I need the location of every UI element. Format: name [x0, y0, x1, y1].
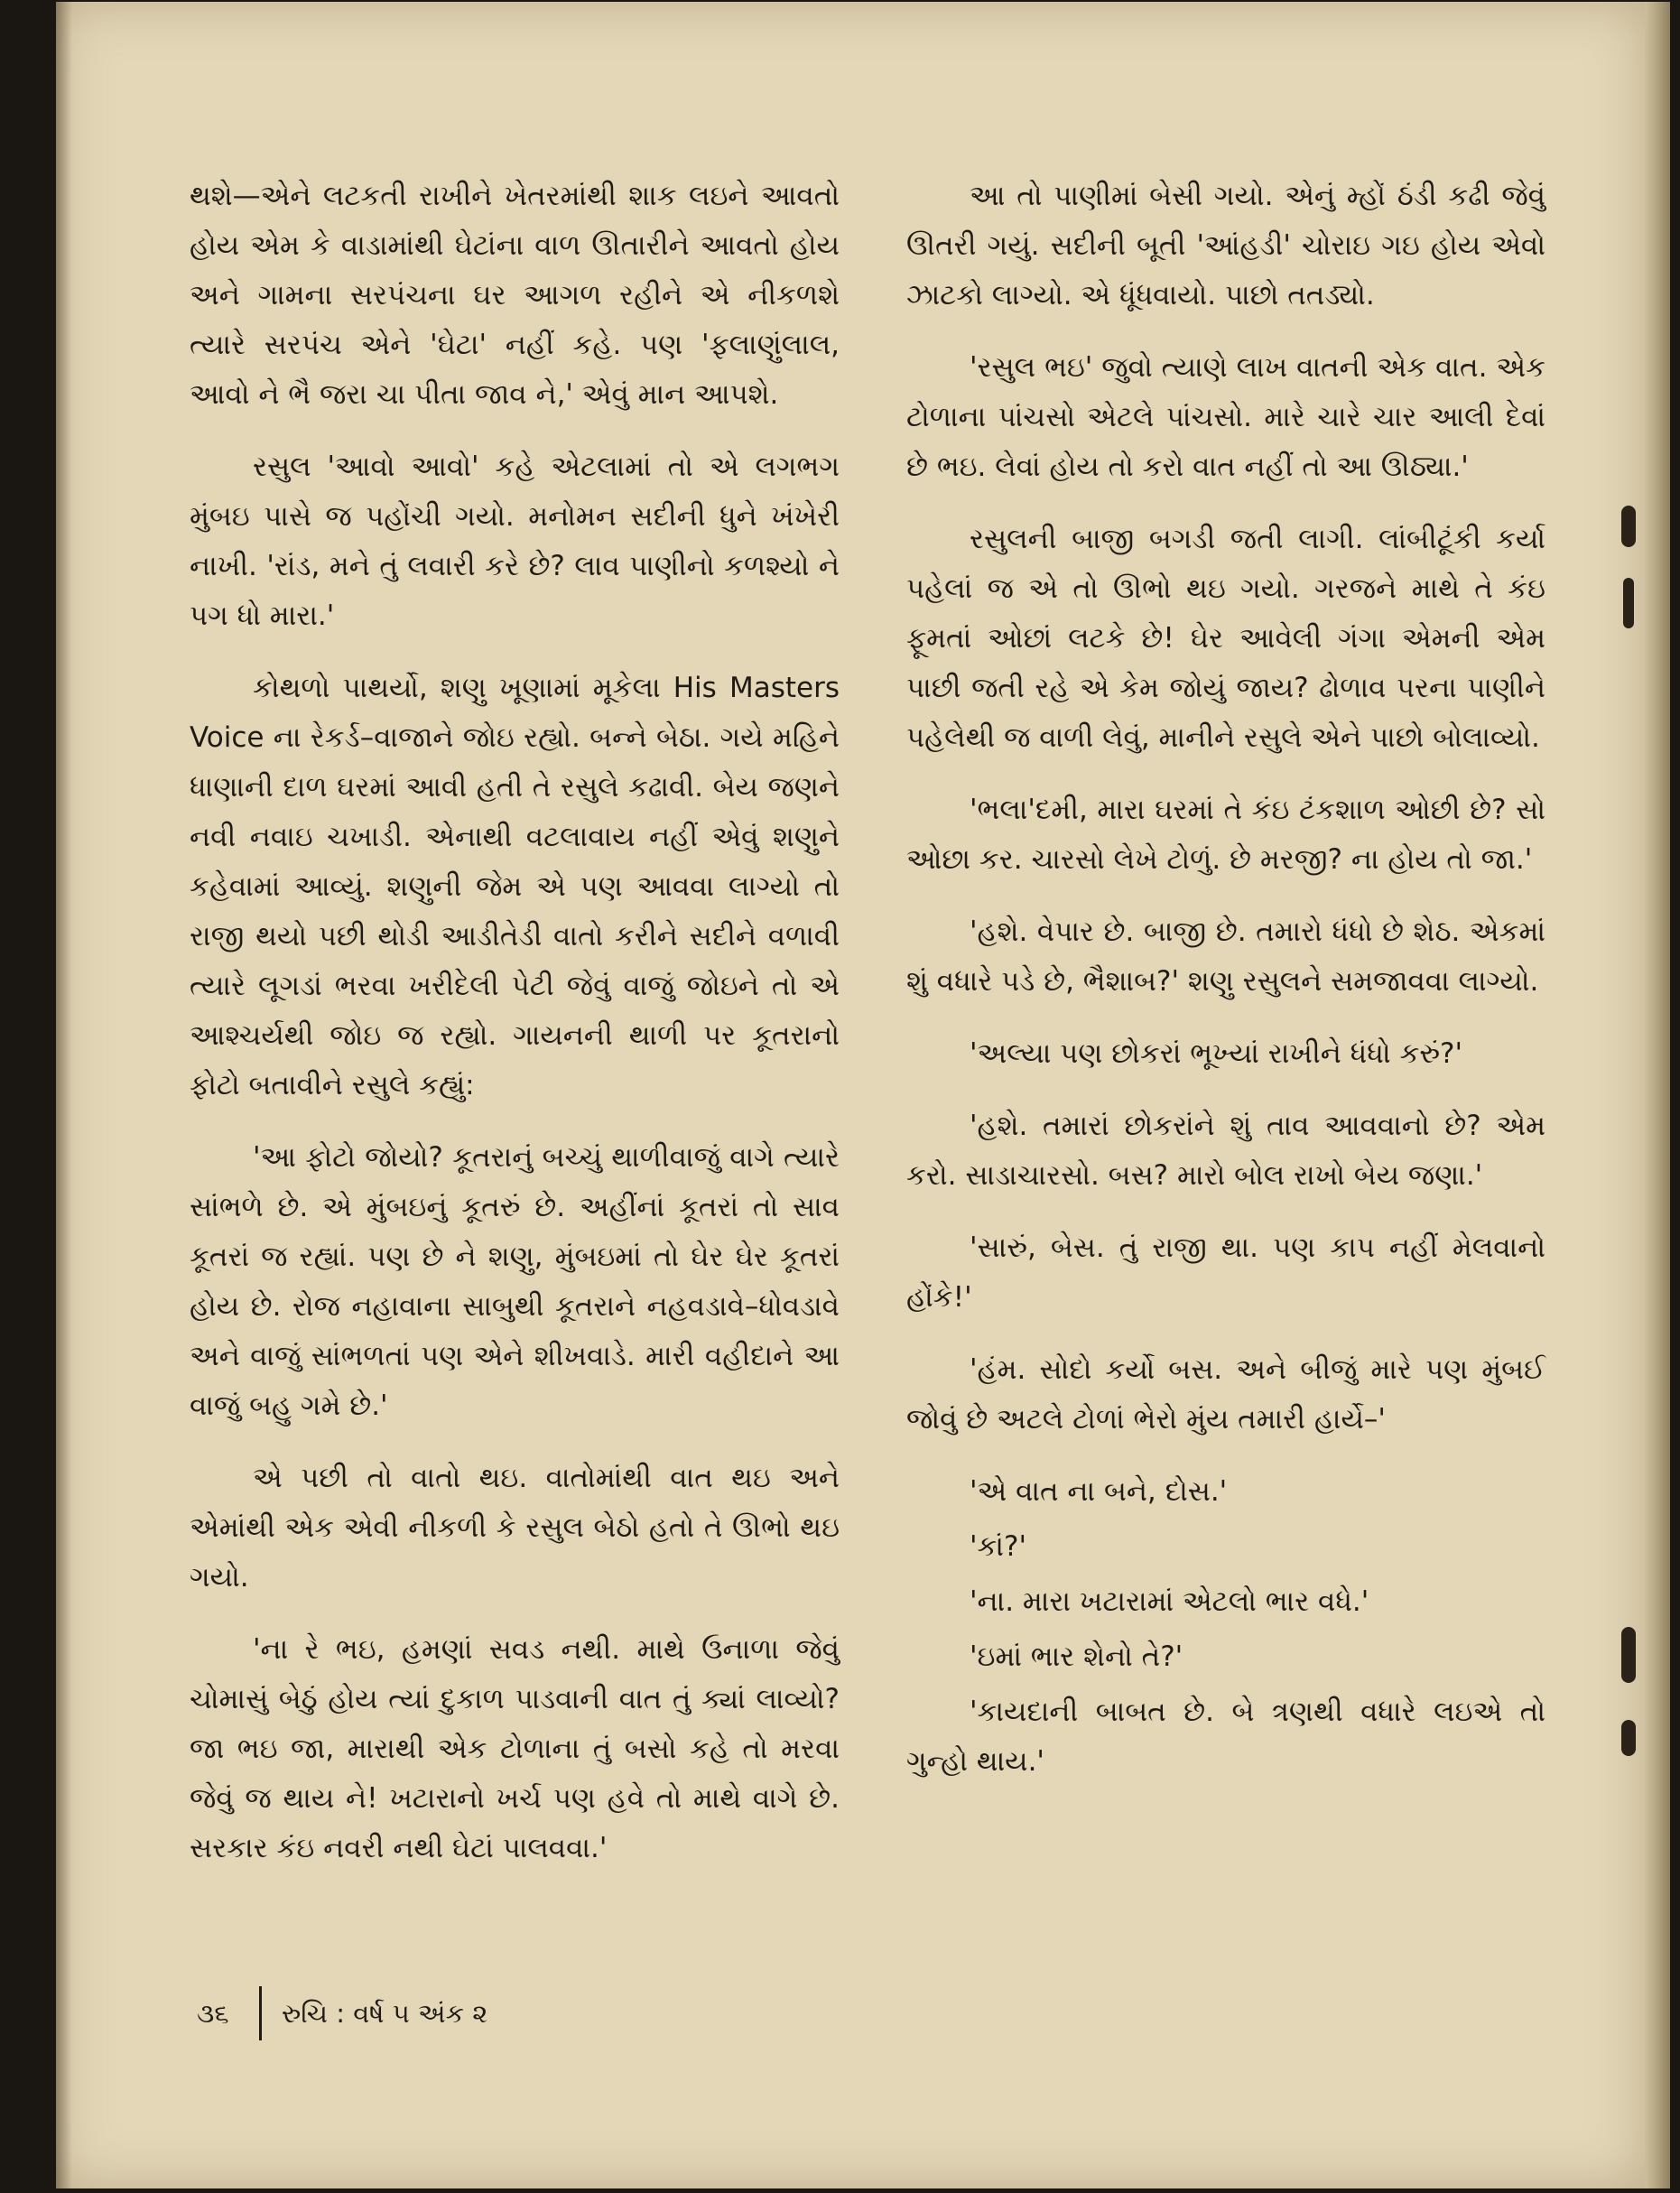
- right-column: [906, 172, 1545, 1809]
- running-title: રુચિ : વર્ષ ૫ અંક ૨: [282, 1997, 488, 2029]
- binding-hole-mark: [1623, 578, 1634, 628]
- page-edge: [1645, 2, 1670, 2188]
- paragraph: 'હંમ. સોદો કર્યો બસ. અને બીજું મારે પણ મુંબઈ જોવું છે અટલે ટોળાં ભેરો મુંય તમારી હાર્યે–': [906, 1353, 1545, 1436]
- paragraph: 'અલ્યા પણ છોકરાં ભૂખ્યાં રાખીને ધંધો કરું?': [970, 1037, 1463, 1070]
- paragraph: 'ઇમાં ભાર શેનો તે?': [970, 1640, 1183, 1673]
- binding-hole-mark: [1621, 506, 1636, 547]
- footer-divider: [259, 1986, 262, 2040]
- gutter-shadow: [56, 2, 72, 2188]
- paragraph: 'હશે. વેપાર છે. બાજી છે. તમારો ધંધો છે શેઠ. એકમાં શું વધારે પડે છે, ભૈશાબ?' શણુ રસુલને સમજાવવા લાગ્યો.: [906, 915, 1545, 998]
- paragraph: થશે—એને લટકતી રાખીને ખેતરમાંથી શાક લઇને આવતો હોય એમ કે વાડામાંથી ઘેટાંના વાળ ઊતારીને આવતો હોય અને ગામના સરપંચના ઘર આગળ રહીને એ નીકળશે ત્યારે સરપંચ એને 'ઘેટા' નહીં કહે. પણ 'ફલાણુંલાલ, આવો ને ભૈ જરા ચા પીતા જાવ ને,' એવું માન આપશે.: [190, 180, 840, 411]
- paragraph: રસુલની બાજી બગડી જતી લાગી. લાંબીટૂંકી કર્યા પહેલાં જ એ તો ઊભો થઇ ગયો. ગરજને માથે તે કંઇ ફૂમતાં ઓછાં લટકે છે! ઘેર આવેલી ગંગા એમની એમ પાછી જતી રહે એ કેમ જોયું જાય? ઢોળાવ પરના પાણીને પહેલેથી જ વાળી લેવું, માનીને રસુલે એને પાછો બોલાવ્યો.: [906, 523, 1545, 754]
- binding-hole-mark: [1621, 1627, 1636, 1683]
- paragraph: કોથળો પાથર્યો, શણુ ખૂણામાં મૂકેલા His Masters Voice ના રેકર્ડ–વાજાને જોઇ રહ્યો. બન્ને બેઠા. ગયે મહિને ધાણાની દાળ ઘરમાં આવી હતી તે રસુલે કઢાવી. બેય જણને નવી નવાઇ ચખાડી. એનાથી વટલાવાય નહીં એવું શણુને કહેવામાં આવ્યું. શણુની જેમ એ પણ આવવા લાગ્યો તો રાજી થયો પછી થોડી આડીતેડી વાતો કરીને સદીને વળાવી ત્યારે લૂગડાં ભરવા ખરીદેલી પેટી જેવું વાજું જોઇને તો એ આશ્ચર્યથી જોઇ જ રહ્યો. ગાયનની થાળી પર કૂતરાનો ફોટો બતાવીને રસુલે કહ્યું:: [190, 672, 840, 1101]
- left-column: [190, 172, 840, 1896]
- binding-hole-mark: [1621, 1720, 1636, 1756]
- paragraph: 'એ વાત ના બને, દોસ.': [970, 1475, 1228, 1508]
- paragraph: 'ના રે ભઇ, હમણાં સવડ નથી. માથે ઉનાળા જેવું ચોમાસું બેઠું હોય ત્યાં દુકાળ પાડવાની વાત તું ક્યાં લાવ્યો? જા ભઇ જા, મારાથી એક ટોળાના તું બસો કહે તો મરવા જેવું જ થાય ને! ખટારાનો ખર્ચ પણ હવે તો માથે વાગે છે. સરકાર કંઇ નવરી નથી ઘેટાં પાલવવા.': [190, 1633, 840, 1864]
- page-number: ૩૬: [197, 1997, 229, 2029]
- paragraph: એ પછી તો વાતો થઇ. વાતોમાંથી વાત થઇ અને એમાંથી એક એવી નીકળી કે રસુલ બેઠો હતો તે ઊભો થઇ ગયો.: [190, 1462, 840, 1594]
- paragraph: 'કાં?': [970, 1530, 1026, 1563]
- paragraph: રસુલ 'આવો આવો' કહે એટલામાં તો એ લગભગ મુંબઇ પાસે જ પહોંચી ગયો. મનોમન સદીની ધુને ખંખેરી નાખી. 'રાંડ, મને તું લવારી કરે છે? લાવ પાણીનો કળશ્યો ને પગ ધો મારા.': [190, 451, 840, 632]
- paragraph: 'ભલા'દમી, મારા ઘરમાં તે કંઇ ટંકશાળ ઓછી છે? સો ઓછા કર. ચારસો લેખે ટોળું. છે મરજી? ના હોય તો જા.': [906, 794, 1545, 876]
- paragraph: 'સારું, બેસ. તું રાજી થા. પણ કાપ નહીં મેલવાનો હોંકે!': [906, 1231, 1545, 1314]
- paragraph: 'ના. મારા ખટારામાં એટલો ભાર વધે.': [970, 1585, 1369, 1618]
- paragraph: 'રસુલ ભઇ' જુવો ત્યાણે લાખ વાતની એક વાત. એક ટોળાના પાંચસો એટલે પાંચસો. મારે ચારે ચાર આલી દેવાં છે ભઇ. લેવાં હોય તો કરો વાત નહીં તો આ ઊઠ્યા.': [906, 351, 1545, 483]
- paragraph: 'કાયદાની બાબત છે. બે ત્રણથી વધારે લઇએ તો ગુન્હો થાય.': [906, 1696, 1545, 1778]
- paragraph: 'આ ફોટો જોયો? કૂતરાનું બચ્ચું થાળીવાજું વાગે ત્યારે સાંભળે છે. એ મુંબઇનું કૂતરું છે. અહીંનાં કૂતરાં તો સાવ કૂતરાં જ રહ્યાં. પણ છે ને શણુ, મુંબઇમાં તો ઘેર ઘેર કૂતરાં હોય છે. રોજ નહાવાના સાબુથી કૂતરાને નહવડાવે–ધોવડાવે અને વાજું સાંભળતાં પણ એને શીખવાડે. મારી વહીદાને આ વાજું બહુ ગમે છે.': [190, 1141, 840, 1422]
- paragraph: આ તો પાણીમાં બેસી ગયો. એનું મ્હોં ઠંડી કઢી જેવું ઊતરી ગયું. સદીની બૂતી 'આંહડી' ચોરાઇ ગઇ હોય એવો ઝાટકો લાગ્યો. એ ધૂંધવાયો. પાછો તતડ્યો.: [906, 180, 1545, 311]
- page-footer: [197, 1986, 487, 2040]
- paragraph: 'હશે. તમારાં છોકરાંને શું તાવ આવવાનો છે? એમ કરો. સાડાચારસો. બસ? મારો બોલ રાખો બેય જણા.': [906, 1110, 1545, 1192]
